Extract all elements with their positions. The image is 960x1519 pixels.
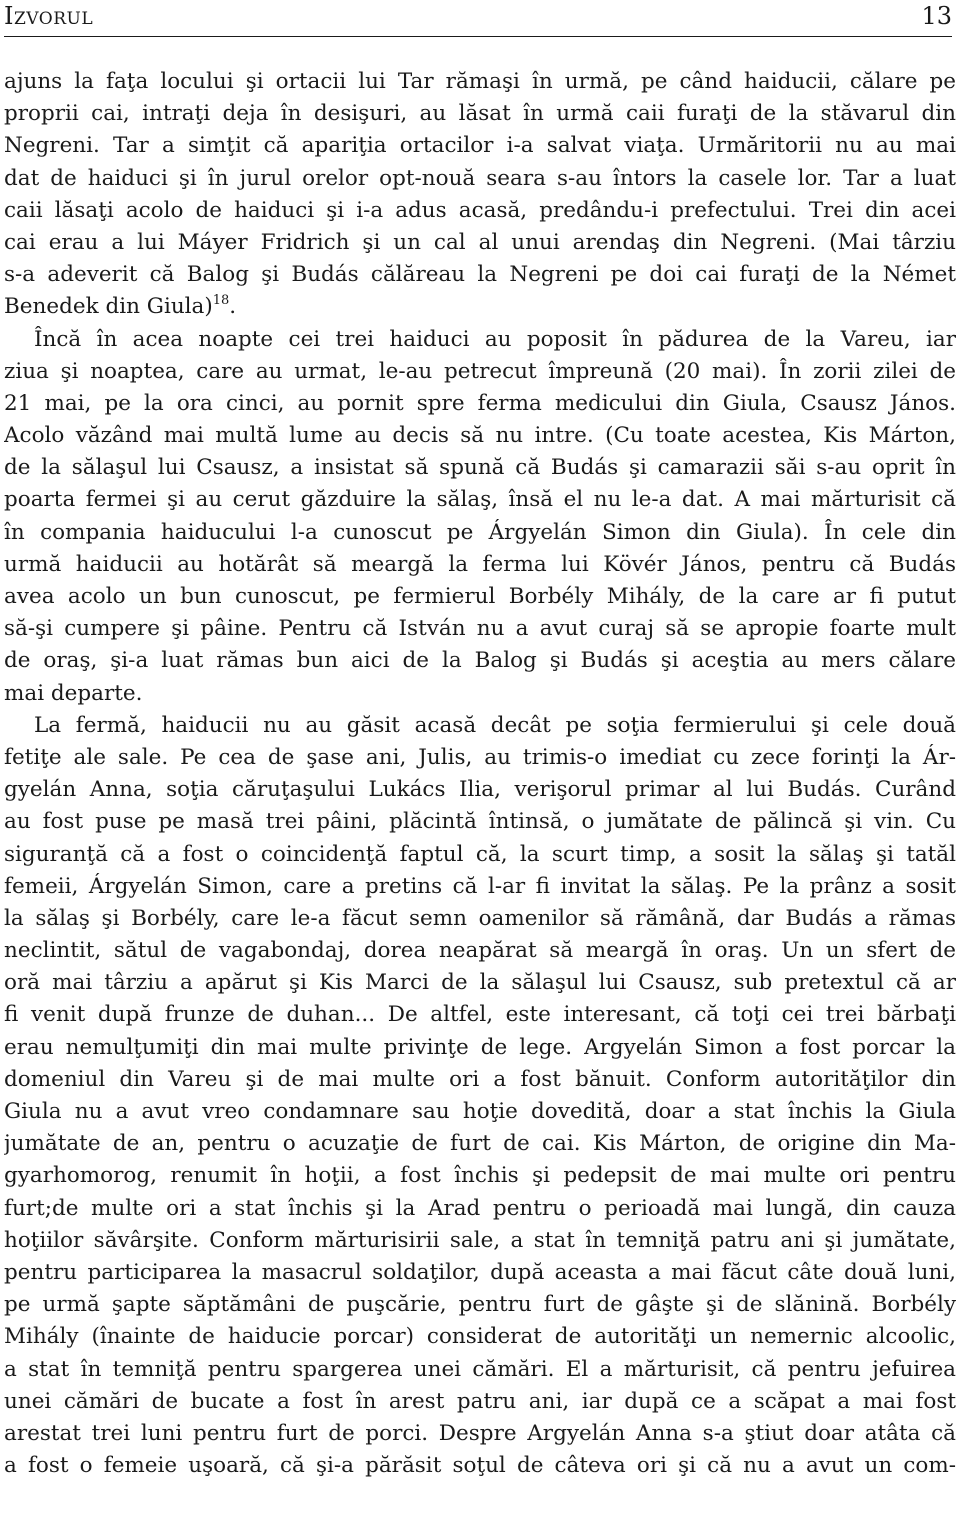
text-line: femeii, Árgyelán Simon, care a pretins că l-ar fi invitat la sălaş. Pe la prânz a sosit (4, 873, 956, 899)
text-line: furt;de multe ori a stat închis şi la Arad pentru o perioadă mai lungă, din cauza (4, 1195, 956, 1221)
text-line: caii lăsaţi acolo de haiduci şi i-a adus acasă, predându-i prefectului. Trei din acei (4, 197, 956, 223)
text-line: poarta fermei şi au cerut găzduire la sălaş, însă el nu le-a dat. A mai mărturisit că (4, 487, 956, 513)
text-line: fetiţe ale sale. Pe cea de şase ani, Julis, au trimis-o imediat cu zece forinţi la Ár- (4, 744, 956, 770)
text-line: de la sălaşul lui Csausz, a insistat să spună că Budás şi camarazii săi s-au oprit în (4, 455, 956, 481)
text-line: să-şi cumpere şi pâine. Pentru că István nu a avut curaj să se apropie foarte mult (4, 616, 956, 642)
text-line: Negreni. Tar a simţit că apariţia ortacilor i-a salvat viaţa. Urmăritorii nu au mai (4, 133, 956, 159)
text-line: Încă în acea noapte cei trei haiduci au poposit în pădurea de la Vareu, iar (34, 326, 956, 352)
text-line: pe urmă şapte săptămâni de puşcărie, pentru furt de gâşte şi de slănină. Borbély (4, 1292, 956, 1318)
text-line: ziua şi noaptea, care au urmat, le-au petrecut împreună (20 mai). În zorii zilei de (4, 358, 956, 384)
text-line: avea acolo un bun cunoscut, pe fermierul Borbély Mihály, de la care ar fi putut (4, 584, 956, 609)
text-line: jumătate de an, pentru o acuzaţie de furt de cai. Kis Márton, de origine din Ma- (4, 1131, 956, 1157)
text-line: Mihály (înainte de haiducie porcar) considerat de autorităţi un nemernic alcoolic, (4, 1324, 956, 1350)
text-line: urmă haiducii au hotărât să meargă la ferma lui Kövér János, pentru că Budás (4, 551, 956, 577)
paragraph-2 (4, 324, 956, 710)
running-title: Izvorul (4, 2, 94, 30)
page-number: 13 (921, 2, 952, 30)
text-line: domeniul din Vareu şi de mai multe ori a fost bănuit. Conform autorităţilor din (4, 1066, 956, 1092)
text-line: a stat în temniţă pentru spargerea unei cămări. El a mărturisit, că pentru jefuirea (4, 1356, 956, 1382)
text-line: fi venit după frunze de duhan... De altfel, este interesant, că toţi cei trei bărbaţi (4, 1002, 956, 1028)
text-line: de oraş, şi-a luat rămas bun aici de la Balog şi Budás şi aceştia au mers călare (4, 648, 956, 674)
text-line: dat de haiduci şi în jurul orelor opt-nouă seara s-au întors la casele lor. Tar a luat (4, 165, 956, 191)
paragraph-3 (4, 710, 956, 1483)
text-line: Acolo văzând mai multă lume au decis să nu intre. (Cu toate acestea, Kis Márton, (4, 423, 956, 449)
text-line: La fermă, haiducii nu au găsit acasă decât pe soţia fermierului şi cele două (34, 712, 956, 738)
text-line: au fost puse pe masă trei pâini, plăcintă întinsă, o jumătate de pălincă şi vin. Cu (4, 809, 956, 835)
text-line: siguranţă că a fost o coincidenţă faptul că, la scurt timp, a sosit la sălaş şi tatăl (4, 841, 956, 867)
text-line: cai erau a lui Máyer Fridrich şi un cal al unui arendaş din Negreni. (Mai târziu (4, 229, 956, 255)
text-line: s-a adeverit că Balog şi Budás călăreau la Negreni pe doi cai furaţi de la Német (4, 262, 956, 288)
text-line: arestat trei luni pentru furt de porci. Despre Argyelán Anna s-a ştiut doar atâta că (4, 1420, 956, 1446)
text-line: gyarhomorog, renumit în hoţii, a fost închis şi pedepsit de mai multe ori pentru (4, 1163, 956, 1189)
text-line: 21 mai, pe la ora cinci, au pornit spre ferma medicului din Giula, Csausz János. (4, 390, 956, 416)
text-line: în compania haiducului l-a cunoscut pe Árgyelán Simon din Giula). În cele din (4, 519, 956, 545)
text-line (4, 291, 956, 323)
text-line: unei cămări de bucate a fost în arest patru ani, iar după ce a scăpat a mai fost (4, 1388, 956, 1414)
text-line: a fost o femeie uşoară, că şi-a părăsit soţul de câteva ori şi că nu a avut un com- (4, 1453, 956, 1479)
text-line: la sălaş şi Borbély, care le-a făcut semn oamenilor să rămână, dar Budás a rămas (4, 905, 956, 931)
footnote-marker: 18 (212, 293, 230, 309)
text-fragment: Benedek din Giula) (4, 294, 213, 320)
text-line: pentru participarea la masacrul soldaţilor, după aceasta a mai făcut câte două luni, (4, 1259, 956, 1285)
text-line: gyelán Anna, soţia căruţaşului Lukács Ilia, verişorul primar al lui Budás. Curând (4, 777, 956, 803)
text-line: hoţiilor săvârşite. Conform mărturisirii sale, a stat în temniţă patru ani şi jumătate, (4, 1227, 956, 1253)
text-line: neclintit, sătul de vagabondaj, dorea neapărat să meargă în oraş. Un un sfert de (4, 938, 956, 964)
text-line: ajuns la faţa locului şi ortacii lui Tar rămaşi în urmă, pe când haiducii, călare pe (4, 69, 956, 94)
text-line: erau nemulţumiţi din mai multe privinţe de lege. Argyelán Simon a fost porcar la (4, 1034, 956, 1060)
text-line: proprii cai, intraţi deja în desişuri, au lăsat în urmă caii furaţi de la stăvarul din (4, 101, 956, 127)
text-line: mai departe. (4, 680, 143, 706)
paragraph-1 (4, 66, 956, 324)
text-line: oră mai târziu a apărut şi Kis Marci de la sălaşul lui Csausz, sub pretextul că ar (4, 970, 956, 996)
text-line: Giula nu a avut vreo condamnare sau hoţie dovedită, doar a stat închis la Giula (4, 1099, 956, 1124)
text-fragment: . (229, 294, 237, 320)
body-text (4, 66, 956, 1482)
running-header (4, 0, 952, 37)
